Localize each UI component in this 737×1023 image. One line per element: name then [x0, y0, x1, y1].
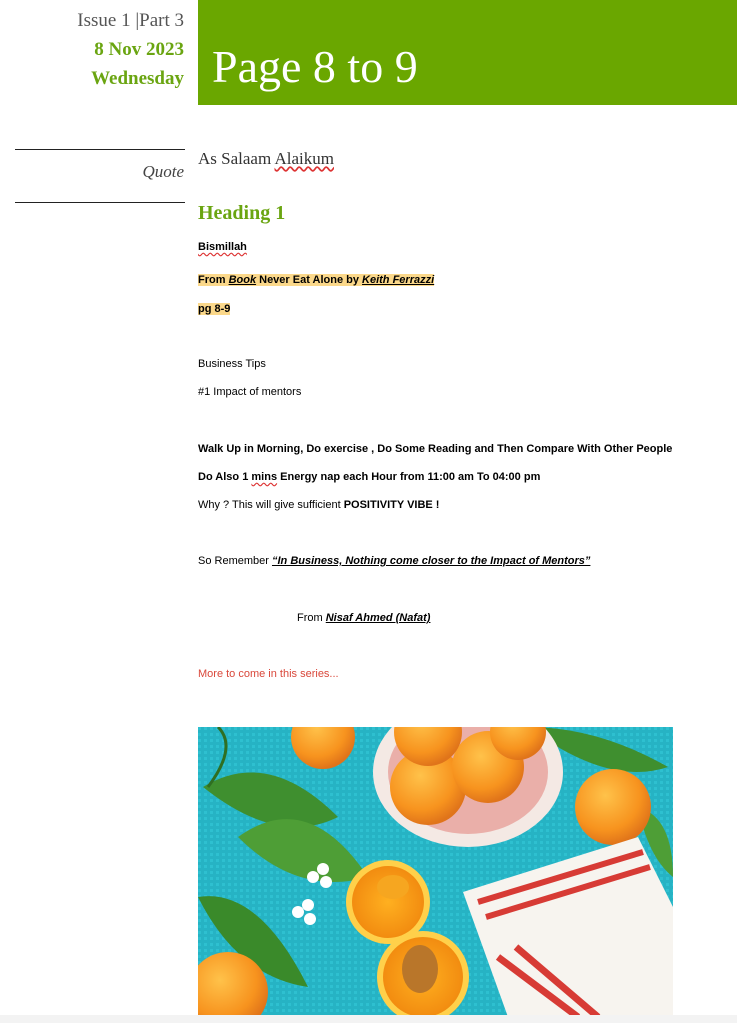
impact-line: #1 Impact of mentors	[198, 386, 302, 398]
bismillah-line: Bismillah	[198, 241, 247, 253]
business-tips: Business Tips	[198, 358, 266, 370]
quote-top-rule	[15, 149, 185, 150]
quote-label: Quote	[142, 162, 184, 181]
why-line: Why ? This will give sufficient POSITIVITY VIBE !	[198, 499, 440, 511]
bottom-bar	[0, 1015, 737, 1023]
title-banner	[198, 0, 737, 105]
from-author-line: From Nisaf Ahmed (Nafat)	[297, 612, 431, 624]
remember-line: So Remember “In Business, Nothing come closer to the Impact of Mentors”	[198, 555, 591, 567]
pages-line: pg 8-9	[198, 303, 231, 315]
issue-weekday: Wednesday	[91, 68, 184, 89]
walk-up-line: Walk Up in Morning, Do exercise , Do Some Reading and Then Compare With Other People	[198, 443, 673, 455]
issue-label: Issue 1 |Part 3	[77, 10, 184, 31]
nap-line: Do Also 1 mins Energy nap each Hour from 11:00 am To 04:00 pm	[198, 471, 541, 483]
quote-bottom-rule	[15, 202, 185, 203]
page-title: Page 8 to 9	[212, 41, 418, 92]
issue-date: 8 Nov 2023	[94, 39, 184, 60]
apricots-illustration	[198, 727, 673, 1017]
apricots-photo	[198, 727, 673, 1017]
more-to-come: More to come in this series...	[198, 668, 339, 680]
book-line: From Book Never Eat Alone by Keith Ferrazzi	[198, 274, 435, 286]
greeting: As Salaam Alaikum	[198, 149, 334, 168]
heading-1: Heading 1	[198, 202, 286, 224]
